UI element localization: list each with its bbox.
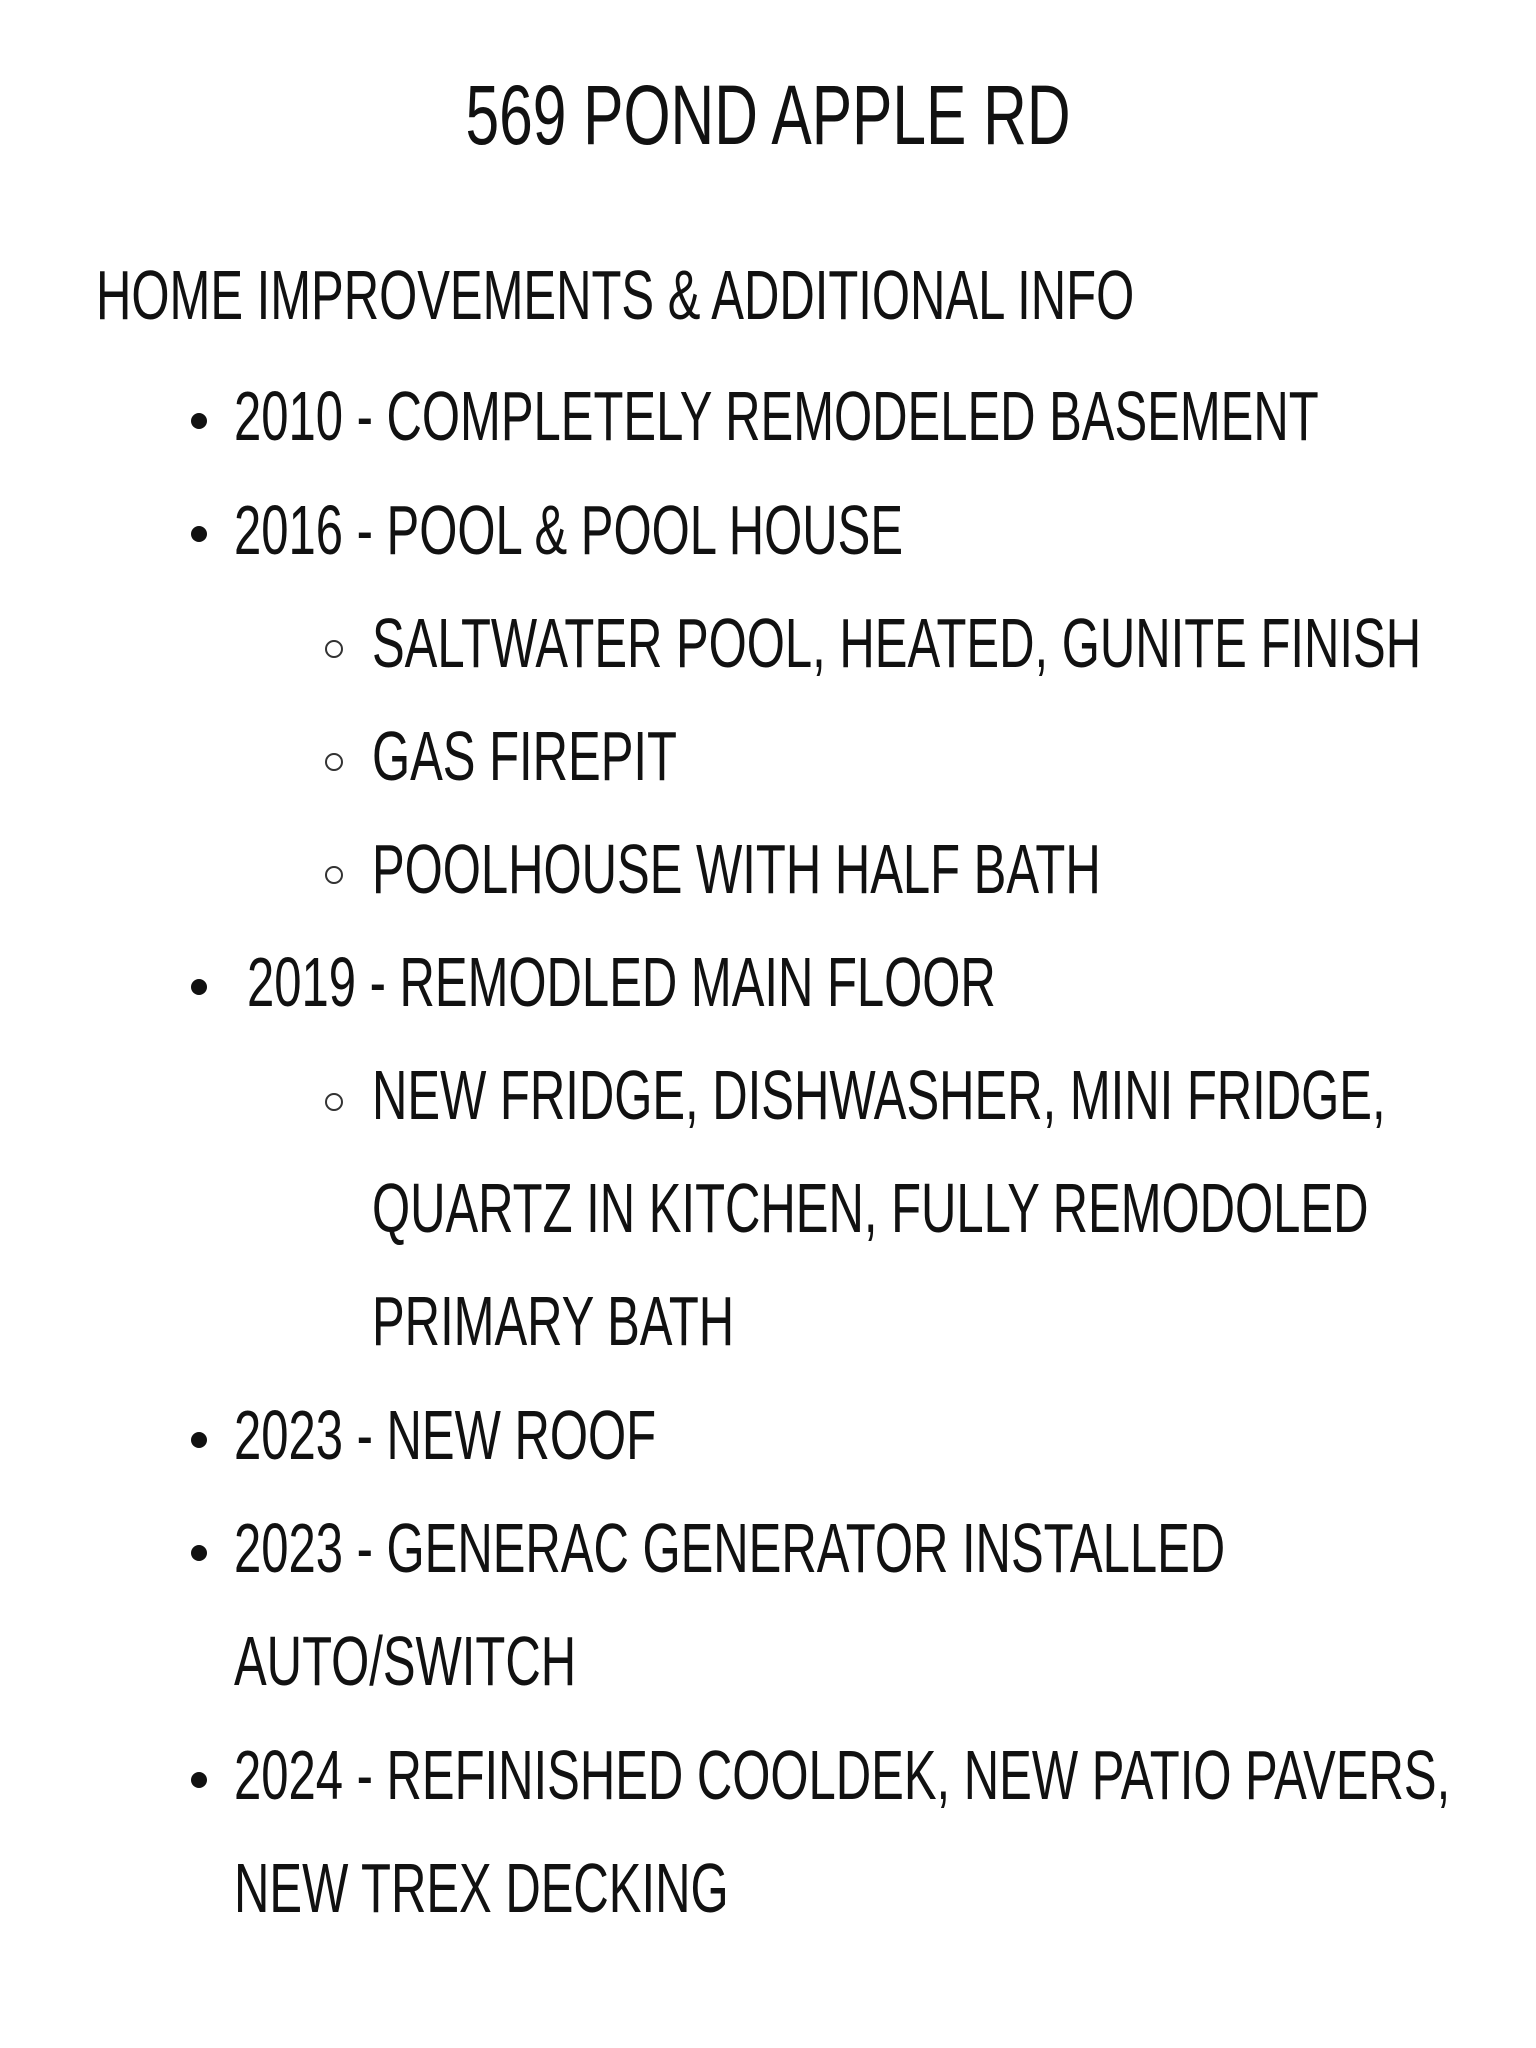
list-item-line: 2023 - GENERAC GENERATOR INSTALLED [234, 1509, 1226, 1587]
section-heading: HOME IMPROVEMENTS & ADDITIONAL INFO [96, 256, 1135, 334]
page-title: 569 POND APPLE RD [465, 68, 1071, 162]
sub-list-item-line: QUARTZ IN KITCHEN, FULLY REMODOLED [372, 1169, 1369, 1247]
sub-list-item-line: PRIMARY BATH [372, 1282, 735, 1360]
list-item-line: 2024 - REFINISHED COOLDEK, NEW PATIO PAVERS, [234, 1736, 1451, 1814]
sub-list-item-line: SALTWATER POOL, HEATED, GUNITE FINISH [372, 604, 1422, 682]
list-item-line: 2023 - NEW ROOF [234, 1396, 657, 1474]
list-item-line: 2010 - COMPLETELY REMODELED BASEMENT [234, 377, 1319, 455]
bullet-icon [191, 979, 207, 995]
list-item-line: NEW TREX DECKING [234, 1849, 729, 1927]
bullet-icon [191, 1772, 207, 1788]
sub-list-item-line: POOLHOUSE WITH HALF BATH [372, 830, 1101, 908]
list-item-line: AUTO/SWITCH [234, 1622, 577, 1700]
list-item-line: 2019 - REMODLED MAIN FLOOR [247, 943, 996, 1021]
list-item-line: 2016 - POOL & POOL HOUSE [234, 491, 904, 569]
bullet-icon [191, 526, 207, 542]
sub-list-item-line: GAS FIREPIT [372, 717, 677, 795]
sub-bullet-icon [325, 1093, 343, 1111]
bullet-icon [191, 413, 207, 429]
bullet-icon [191, 1432, 207, 1448]
sub-list-item-line: NEW FRIDGE, DISHWASHER, MINI FRIDGE, [372, 1056, 1386, 1134]
bullet-icon [191, 1545, 207, 1561]
sub-bullet-icon [325, 753, 343, 771]
sub-bullet-icon [325, 866, 343, 884]
sub-bullet-icon [325, 640, 343, 658]
